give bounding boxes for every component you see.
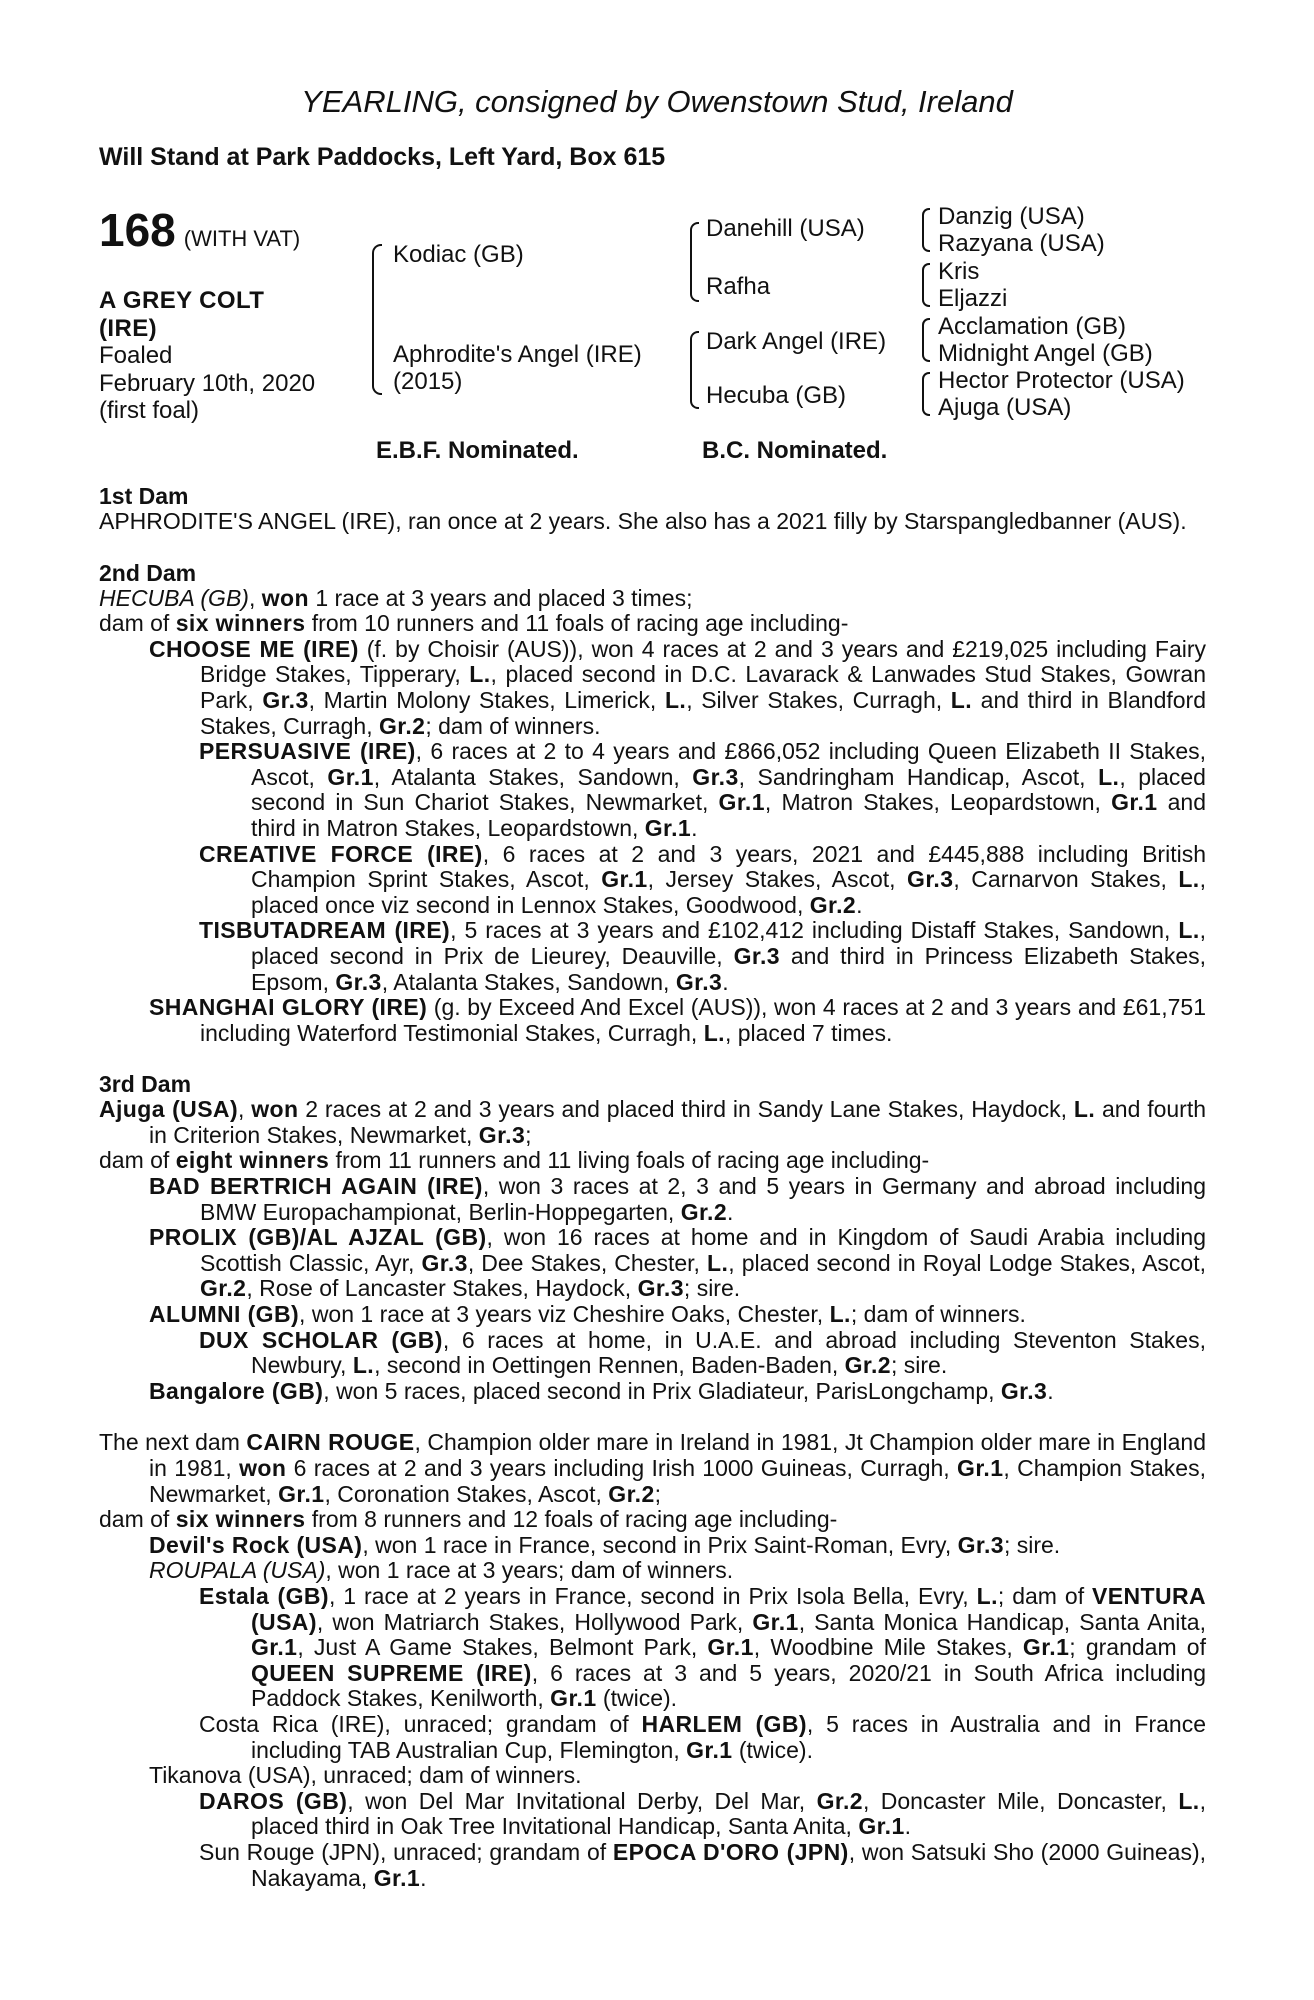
list-item: Costa Rica (IRE), unraced; grandam of HARLEM (GB), 5 races in Australia and in France including TAB Australian Cup, Flemington, Gr.1 (twice). xyxy=(199,1710,1206,1763)
horse-country: (IRE) xyxy=(99,314,157,342)
second-dam-produce: dam of six winners from 10 runners and 11 foals of racing age including- xyxy=(99,610,849,637)
catalogue-body xyxy=(99,484,1206,1891)
list-item: Devil's Rock (USA), won 1 race in France, second in Prix Saint-Roman, Evry, Gr.3; sire. xyxy=(149,1531,1061,1558)
list-item: TISBUTADREAM (IRE), 5 races at 3 years and £102,412 including Distaff Stakes, Sandown, L., placed second in Prix de Lieurey, Deauville, Gr.3 and third in Princess Elizabeth Stakes, Epsom, Gr.3, Atalanta Stakes, Sandown, Gr.3. xyxy=(199,917,1207,995)
lot-number-block xyxy=(99,205,300,255)
bc-nominated: B.C. Nominated. xyxy=(702,437,888,464)
sire-dam: Rafha xyxy=(706,273,771,300)
dd-dam: Ajuga (USA) xyxy=(938,394,1072,421)
horse-description xyxy=(99,287,315,425)
ds-sire: Acclamation (GB) xyxy=(938,313,1127,340)
dd-sire: Hector Protector (USA) xyxy=(938,367,1185,394)
sd-brace xyxy=(922,263,930,307)
list-item: Tikanova (USA), unraced; dam of winners. xyxy=(149,1762,582,1789)
ss-brace xyxy=(922,208,930,252)
lot-number: 168 xyxy=(99,204,176,256)
list-item: DUX SCHOLAR (GB), 6 races at home, in U.A.E. and abroad including Steventon Stakes, Newbury, L., second in Oettingen Rennen, Baden-Baden, Gr.2; sire. xyxy=(199,1326,1206,1379)
list-item: ALUMNI (GB), won 1 race at 3 years viz Cheshire Oaks, Chester, L.; dam of winners. xyxy=(149,1301,1026,1328)
second-dam-entry: HECUBA (GB), won 1 race at 3 years and placed 3 times; xyxy=(99,584,693,611)
list-item: Sun Rouge (JPN), unraced; grandam of EPOCA D'ORO (JPN), won Satsuki Sho (2000 Guineas), Nakayama, Gr.1. xyxy=(199,1838,1206,1891)
sd-sire: Kris xyxy=(938,258,980,285)
second-dam-heading: 2nd Dam xyxy=(99,559,197,586)
sire-sire: Danehill (USA) xyxy=(706,215,865,242)
dd-brace xyxy=(922,372,930,416)
sd-dam: Eljazzi xyxy=(938,285,1008,312)
list-item: SHANGHAI GLORY (IRE) (g. by Exceed And Excel (AUS)), won 4 races at 2 and 3 years and £61,751 including Waterford Testimonial Stakes, Curragh, L., placed 7 times. xyxy=(149,994,1206,1046)
list-item: Estala (GB), 1 race at 2 years in France, second in Prix Isola Bella, Evry, L.; dam of VENTURA (USA), won Matriarch Stakes, Hollywood Park, Gr.1, Santa Monica Handicap, Santa Anita, Gr.1, Just A Game Stakes, Belmont Park, Gr.1, Woodbine Mile Stakes, Gr.1; grandam of QUEEN SUPREME (IRE), 6 races at 3 and 5 years, 2020/21 in South Africa including Paddock Stakes, Kenilworth, Gr.1 (twice). xyxy=(199,1582,1207,1712)
horse-type: A GREY COLT xyxy=(99,287,265,314)
ss-sire: Danzig (USA) xyxy=(938,203,1085,230)
sire-parents-brace xyxy=(690,222,699,302)
list-item: PERSUASIVE (IRE), 6 races at 2 to 4 years and £866,052 including Queen Elizabeth II Stakes, Ascot, Gr.1, Atalanta Stakes, Sandown, Gr.3, Sandringham Handicap, Ascot, L., placed second in Sun Chariot Stakes, Newmarket, Gr.1, Matron Stakes, Leopardstown, Gr.1 and third in Matron Stakes, Leopardstown, Gr.1. xyxy=(199,738,1207,841)
list-item: CHOOSE ME (IRE) (f. by Choisir (AUS)), won 4 races at 2 and 3 years and £219,025 including Fairy Bridge Stakes, Tipperary, L., placed second in D.C. Lavarack & Lanwades Stud Stakes, Gowran Park, Gr.3, Martin Molony Stakes, Limerick, L., Silver Stakes, Curragh, L. and third in Blandford Stakes, Curragh, Gr.2; dam of winners. xyxy=(149,635,1207,739)
vat-label: (WITH VAT) xyxy=(183,226,301,251)
foal-note: (first foal) xyxy=(99,397,200,424)
ss-dam: Razyana (USA) xyxy=(938,230,1105,257)
sire-dam-brace xyxy=(372,244,382,395)
list-item: CREATIVE FORCE (IRE), 6 races at 2 and 3 years, 2021 and £445,888 including British Champion Sprint Stakes, Ascot, Gr.1, Jersey Stakes, Ascot, Gr.3, Carnarvon Stakes, L., placed once viz second in Lennox Stakes, Goodwood, Gr.2. xyxy=(199,840,1206,918)
third-dam-heading: 3rd Dam xyxy=(99,1071,192,1098)
dam-year: (2015) xyxy=(393,368,463,395)
next-dam-produce: dam of six winners from 8 runners and 12 foals of racing age including- xyxy=(99,1506,838,1533)
list-item: PROLIX (GB)/AL AJZAL (GB), won 16 races at home and in Kingdom of Saudi Arabia including Scottish Classic, Ayr, Gr.3, Dee Stakes, Chester, L., placed second in Royal Lodge Stakes, Ascot, Gr.2, Rose of Lancaster Stakes, Haydock, Gr.3; sire. xyxy=(149,1224,1207,1302)
ds-dam: Midnight Angel (GB) xyxy=(938,340,1153,367)
list-item: BAD BERTRICH AGAIN (IRE), won 3 races at 2, 3 and 5 years in Germany and abroad including BMW Europachampionat, Berlin-Hoppegarten, Gr.2. xyxy=(149,1173,1206,1225)
third-dam-produce: dam of eight winners from 11 runners and 11 living foals of racing age including- xyxy=(99,1147,930,1174)
page-title: YEARLING, consigned by Owenstown Stud, Ireland xyxy=(301,84,1013,119)
first-dam-entry: APHRODITE'S ANGEL (IRE), ran once at 2 years. She also has a 2021 filly by Starspangledbanner (AUS). xyxy=(99,508,1187,534)
third-dam-entry: Ajuga (USA), won 2 races at 2 and 3 years and placed third in Sandy Lane Stakes, Haydock, L. and fourth in Criterion Stakes, Newmarket, Gr.3; xyxy=(99,1096,1207,1148)
dam-dam: Hecuba (GB) xyxy=(706,382,847,409)
foaled-label: Foaled xyxy=(99,342,173,369)
dam-sire: Dark Angel (IRE) xyxy=(706,328,887,355)
sire-name: Kodiac (GB) xyxy=(393,241,524,268)
dam-parents-brace xyxy=(690,331,699,409)
list-item: ROUPALA (USA), won 1 race at 3 years; dam of winners. xyxy=(149,1557,734,1584)
list-item: DAROS (GB), won Del Mar Invitational Derby, Del Mar, Gr.2, Doncaster Mile, Doncaster, L., placed third in Oak Tree Invitational Handicap, Santa Anita, Gr.1. xyxy=(199,1787,1206,1840)
next-dam-entry: The next dam CAIRN ROUGE, Champion older mare in Ireland in 1981, Jt Champion older mare in England in 1981, won 6 races at 2 and 3 years including Irish 1000 Guineas, Curragh, Gr.1, Champion Stakes, Newmarket, Gr.1, Coronation Stakes, Ascot, Gr.2; xyxy=(99,1429,1206,1507)
ds-brace xyxy=(922,318,930,362)
dam-name: Aphrodite's Angel (IRE) xyxy=(393,341,642,368)
ebf-nominated: E.B.F. Nominated. xyxy=(376,437,579,464)
first-dam-heading: 1st Dam xyxy=(99,483,189,509)
list-item: Bangalore (GB), won 5 races, placed second in Prix Gladiateur, ParisLongchamp, Gr.3. xyxy=(149,1377,1054,1404)
foaled-date: February 10th, 2020 xyxy=(99,369,316,397)
stand-location: Will Stand at Park Paddocks, Left Yard, Box 615 xyxy=(99,143,666,171)
